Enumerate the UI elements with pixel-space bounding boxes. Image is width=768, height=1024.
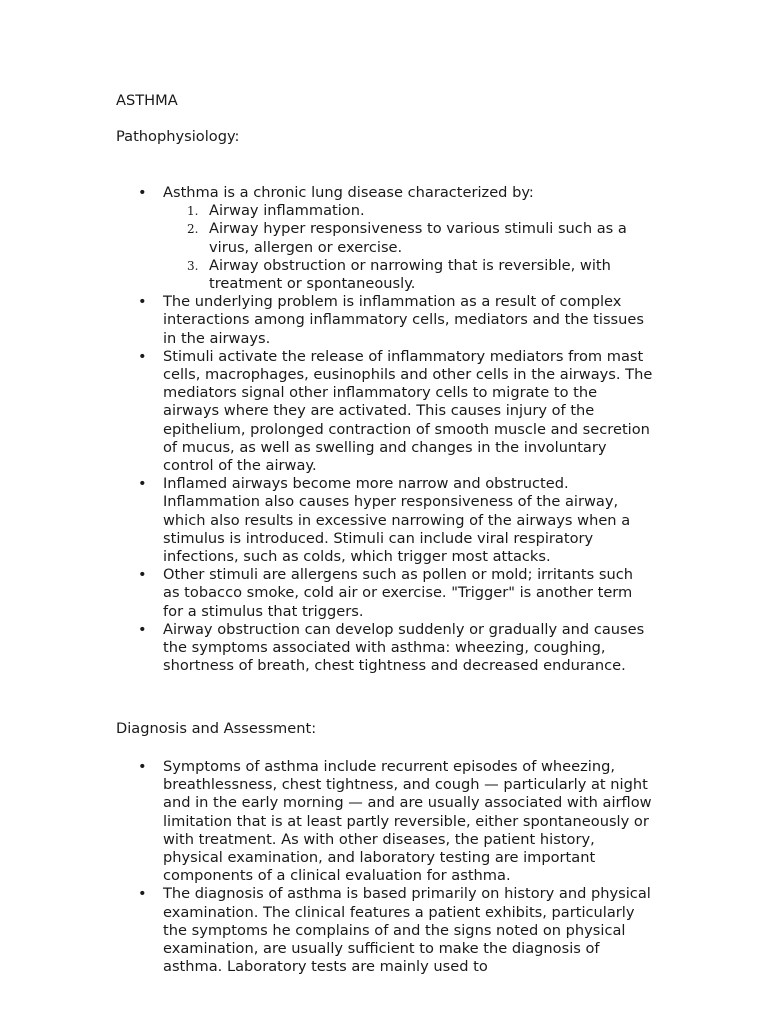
list-item-text: The diagnosis of asthma is based primarily on history and physical examination. The clinical features a patient exhibits, particularly the symptoms he complains of and the signs noted on physical examination, are usually sufficient to make the diagnosis of asthma. Laboratory tests are mainly used to: [163, 885, 651, 976]
list-item: [0, 475, 653, 566]
pathophysiology-list: [0, 184, 768, 675]
section-heading-diagnosis: Diagnosis and Assessment:: [116, 720, 317, 737]
section-heading-pathophysiology: Pathophysiology:: [116, 128, 240, 145]
list-item: [0, 293, 653, 348]
list-item: [0, 348, 653, 475]
sub-list-item-text: Airway hyper responsiveness to various stimuli such as a virus, allergen or exercise.: [209, 220, 627, 256]
list-item-text: Other stimuli are allergens such as pollen or mold; irritants such as tobacco smoke, cold air or exercise. "Trigger" is another term for a stimulus that triggers.: [163, 566, 633, 620]
sub-list-number: 1.: [187, 204, 199, 219]
sub-list-number: 3.: [187, 258, 199, 273]
list-item-text: Inflamed airways become more narrow and obstructed. Inflammation also causes hyper responsiveness of the airway, which also results in excessive narrowing of the airways when a stimulus is introduced. Stimuli can include viral respiratory infections, such as colds, which trigger most attacks.: [163, 475, 631, 566]
list-item: [0, 758, 653, 885]
list-item: [0, 885, 653, 976]
list-item-text: Airway obstruction can develop suddenly or gradually and causes the symptoms associated with asthma: wheezing, coughing, shortness of breath, chest tightness and decreased endurance.: [163, 620, 645, 675]
list-item-text: The underlying problem is inflammation as a result of complex interactions among inflammatory cells, mediators and the tissues in the airways.: [163, 293, 644, 347]
list-item-text: Symptoms of asthma include recurrent episodes of wheezing, breathlessness, chest tightness, and cough — particularly at night and in the early morning — and are usually associated with airflow limitation that is at least partly reversible, either spontaneously or with treatment. As with other diseases, the patient history, physical examination, and laboratory testing are important components of a clinical evaluation for asthma.: [163, 758, 652, 885]
document-title: ASTHMA: [116, 92, 178, 109]
list-item-text: Stimuli activate the release of inflammatory mediators from mast cells, macrophages, eusinophils and other cells in the airways. The mediators signal other inflammatory cells to migrate to the airways where they are activated. This causes injury of the epithelium, prolonged contraction of smooth muscle and secretion of mucus, as well as swelling and changes in the involuntary control of the airway.: [163, 347, 653, 475]
sub-list-item-text: Airway inflammation.: [209, 202, 365, 220]
diagnosis-list: [0, 758, 768, 976]
list-item: [0, 566, 653, 621]
sub-list-item: [163, 220, 653, 256]
list-item: [0, 184, 653, 293]
sub-list-item: [163, 257, 653, 293]
characteristics-list: [163, 202, 653, 293]
sub-list-item-text: Airway obstruction or narrowing that is reversible, with treatment or spontaneously.: [209, 256, 611, 293]
list-item: [0, 621, 653, 676]
sub-list-number: 2.: [187, 222, 199, 237]
list-item-text: Asthma is a chronic lung disease characterized by:: [163, 184, 534, 201]
sub-list-item: [163, 202, 653, 220]
